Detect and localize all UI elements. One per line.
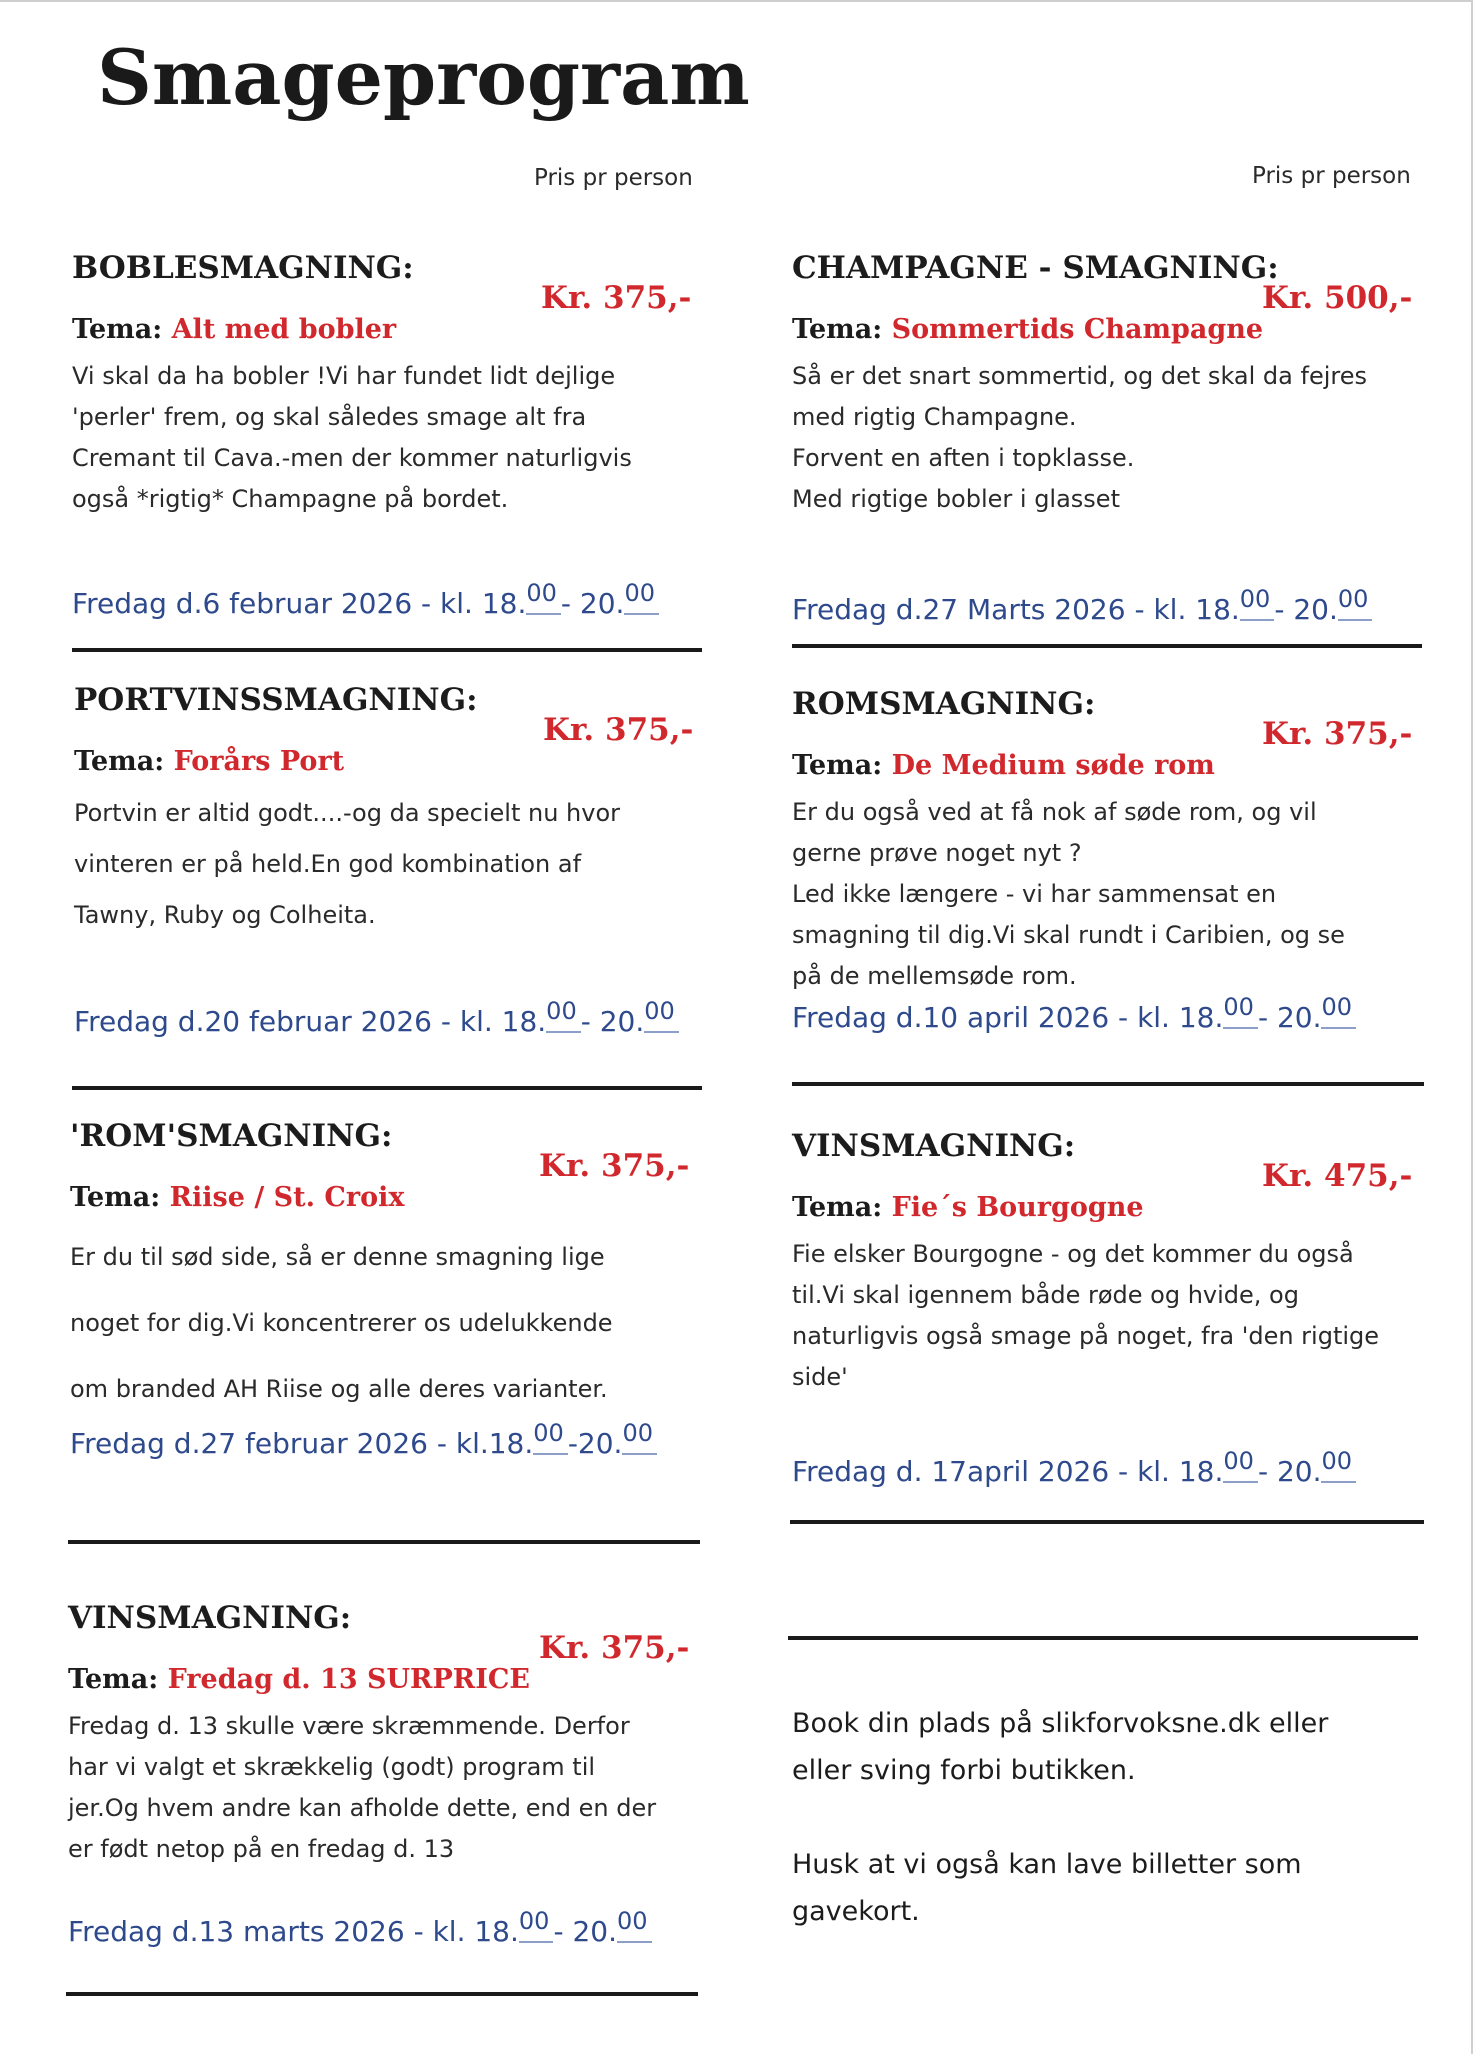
date-text: Fredag d.20 februar 2026 - kl. 18. xyxy=(74,1005,547,1038)
description-line: noget for dig.Vi koncentrerer os udelukkende xyxy=(70,1309,613,1337)
event-title: PORTVINSSMAGNING: xyxy=(74,682,478,718)
event-date xyxy=(72,579,659,624)
event-title: ROMSMAGNING: xyxy=(792,686,1096,722)
event-title: VINSMAGNING: xyxy=(68,1600,352,1636)
description-line: om branded AH Riise og alle deres varianter. xyxy=(70,1375,608,1403)
event-theme xyxy=(74,744,344,780)
start-minutes: 00 xyxy=(1223,1447,1258,1483)
time-separator: - 20. xyxy=(1257,1001,1322,1034)
event-price: Kr. 475,- xyxy=(1262,1158,1413,1194)
price-per-person-label-left: Pris pr person xyxy=(534,165,693,191)
end-minutes: 00 xyxy=(624,579,659,615)
description-line: jer.Og hvem andre kan afholde dette, end en der xyxy=(68,1794,657,1822)
description-line: Fie elsker Bourgogne - og det kommer du også xyxy=(792,1240,1354,1268)
event-description xyxy=(68,1706,718,1870)
event-theme xyxy=(792,312,1263,348)
date-text: Fredag d.10 april 2026 - kl. 18. xyxy=(792,1001,1224,1034)
date-text: Fredag d.6 februar 2026 - kl. 18. xyxy=(72,587,527,620)
date-text: Fredag d. 17april 2026 - kl. 18. xyxy=(792,1455,1224,1488)
end-minutes: 00 xyxy=(644,997,679,1033)
description-line: Cremant til Cava.-men der kommer naturligvis xyxy=(72,444,632,472)
description-line: naturligvis også smage på noget, fra 'den rigtige xyxy=(792,1322,1380,1350)
start-minutes: 00 xyxy=(526,579,561,615)
description-line: Forvent en aften i topklasse. xyxy=(792,444,1135,472)
event-title: VINSMAGNING: xyxy=(792,1128,1076,1164)
time-separator: - 20. xyxy=(560,587,625,620)
section-divider xyxy=(792,1082,1424,1086)
event-price: Kr. 375,- xyxy=(543,712,694,748)
booking-info xyxy=(792,1700,1412,1935)
section-divider xyxy=(792,644,1422,648)
theme-value: Sommertids Champagne xyxy=(891,314,1264,345)
section-divider xyxy=(72,1086,702,1090)
event-date xyxy=(68,1907,652,1952)
event-date xyxy=(792,1447,1356,1492)
theme-value: Fie´s Bourgogne xyxy=(891,1192,1144,1223)
description-line: 'perler' frem, og skal således smage alt fra xyxy=(72,403,587,431)
event-date xyxy=(70,1419,657,1464)
event-date xyxy=(792,585,1372,630)
time-separator: - 20. xyxy=(1274,593,1338,626)
theme-label: Tema: xyxy=(792,750,883,781)
section-divider xyxy=(68,1540,700,1544)
theme-value: De Medium søde rom xyxy=(891,750,1215,781)
date-text: Fredag d.27 Marts 2026 - kl. 18. xyxy=(792,593,1240,626)
start-minutes: 00 xyxy=(519,1907,554,1943)
section-divider xyxy=(790,1520,1424,1524)
event-description xyxy=(792,1234,1442,1398)
event-price: Kr. 375,- xyxy=(541,280,692,316)
booking-line: Book din plads på slikforvoksne.dk eller xyxy=(792,1708,1329,1739)
description-line: også *rigtig* Champagne på bordet. xyxy=(72,485,509,513)
section-divider xyxy=(66,1992,698,1996)
section-divider xyxy=(72,648,702,652)
description-line: gerne prøve noget nyt ? xyxy=(792,839,1082,867)
event-price: Kr. 375,- xyxy=(539,1630,690,1666)
description-line: vinteren er på held.En god kombination af xyxy=(74,850,582,878)
theme-label: Tema: xyxy=(70,1182,161,1213)
theme-value: Fredag d. 13 SURPRICE xyxy=(167,1664,530,1695)
event-title: 'ROM'SMAGNING: xyxy=(70,1118,393,1154)
description-line: side' xyxy=(792,1363,848,1391)
event-theme xyxy=(70,1180,404,1216)
theme-value: Forårs Port xyxy=(173,746,345,777)
description-line: Portvin er altid godt....-og da specielt nu hvor xyxy=(74,799,621,827)
date-text: Fredag d.27 februar 2026 - kl.18. xyxy=(70,1427,534,1460)
event-theme xyxy=(68,1662,530,1698)
end-minutes: 00 xyxy=(1321,1447,1356,1483)
event-theme xyxy=(792,1190,1144,1226)
gift-card-line: Husk at vi også kan lave billetter som xyxy=(792,1849,1302,1880)
theme-value: Riise / St. Croix xyxy=(169,1182,405,1213)
event-description xyxy=(792,356,1442,520)
description-line: Vi skal da ha bobler !Vi har fundet lidt dejlige xyxy=(72,362,616,390)
description-line: er født netop på en fredag d. 13 xyxy=(68,1835,455,1863)
start-minutes: 00 xyxy=(1240,585,1275,621)
description-line: til.Vi skal igennem både røde og hvide, og xyxy=(792,1281,1299,1309)
description-line: med rigtig Champagne. xyxy=(792,403,1077,431)
start-minutes: 00 xyxy=(546,997,581,1033)
theme-label: Tema: xyxy=(68,1664,159,1695)
event-theme xyxy=(72,312,396,348)
price-per-person-label-right: Pris pr person xyxy=(1252,163,1411,189)
start-minutes: 00 xyxy=(533,1419,568,1455)
time-separator: - 20. xyxy=(1257,1455,1322,1488)
event-price: Kr. 375,- xyxy=(539,1148,690,1184)
event-title: CHAMPAGNE - SMAGNING: xyxy=(792,250,1279,286)
theme-label: Tema: xyxy=(792,314,883,345)
description-line: Led ikke længere - vi har sammensat en xyxy=(792,880,1277,908)
theme-value: Alt med bobler xyxy=(171,314,397,345)
description-line: Tawny, Ruby og Colheita. xyxy=(74,901,376,929)
end-minutes: 00 xyxy=(617,1907,652,1943)
description-line: på de mellemsøde rom. xyxy=(792,962,1077,990)
event-description xyxy=(792,792,1442,997)
time-separator: - 20. xyxy=(553,1915,617,1948)
description-line: Er du til sød side, så er denne smagning lige xyxy=(70,1243,605,1271)
description-line: Med rigtige bobler i glasset xyxy=(792,485,1120,513)
date-text: Fredag d.13 marts 2026 - kl. 18. xyxy=(68,1915,519,1948)
description-line: Fredag d. 13 skulle være skræmmende. Derfor xyxy=(68,1712,630,1740)
theme-label: Tema: xyxy=(792,1192,883,1223)
event-date xyxy=(792,993,1356,1038)
event-price: Kr. 375,- xyxy=(1262,716,1413,752)
event-date xyxy=(74,997,679,1042)
gift-card-line: gavekort. xyxy=(792,1896,920,1927)
end-minutes: 00 xyxy=(622,1419,657,1455)
booking-line: eller sving forbi butikken. xyxy=(792,1755,1136,1786)
event-description xyxy=(74,788,724,941)
end-minutes: 00 xyxy=(1338,585,1373,621)
description-line: har vi valgt et skrækkelig (godt) program til xyxy=(68,1753,596,1781)
event-description xyxy=(72,356,722,520)
theme-label: Tema: xyxy=(74,746,165,777)
description-line: Så er det snart sommertid, og det skal da fejres xyxy=(792,362,1367,390)
end-minutes: 00 xyxy=(1321,993,1356,1029)
time-separator: - 20. xyxy=(580,1005,645,1038)
event-theme xyxy=(792,748,1215,784)
time-separator: -20. xyxy=(567,1427,623,1460)
event-description xyxy=(70,1224,720,1422)
event-price: Kr. 500,- xyxy=(1262,280,1413,316)
description-line: Er du også ved at få nok af søde rom, og vil xyxy=(792,798,1317,826)
section-divider xyxy=(788,1636,1418,1640)
start-minutes: 00 xyxy=(1223,993,1258,1029)
page-title: Smageprogram xyxy=(97,33,750,122)
event-title: BOBLESMAGNING: xyxy=(72,250,414,286)
theme-label: Tema: xyxy=(72,314,163,345)
description-line: smagning til dig.Vi skal rundt i Caribien, og se xyxy=(792,921,1345,949)
